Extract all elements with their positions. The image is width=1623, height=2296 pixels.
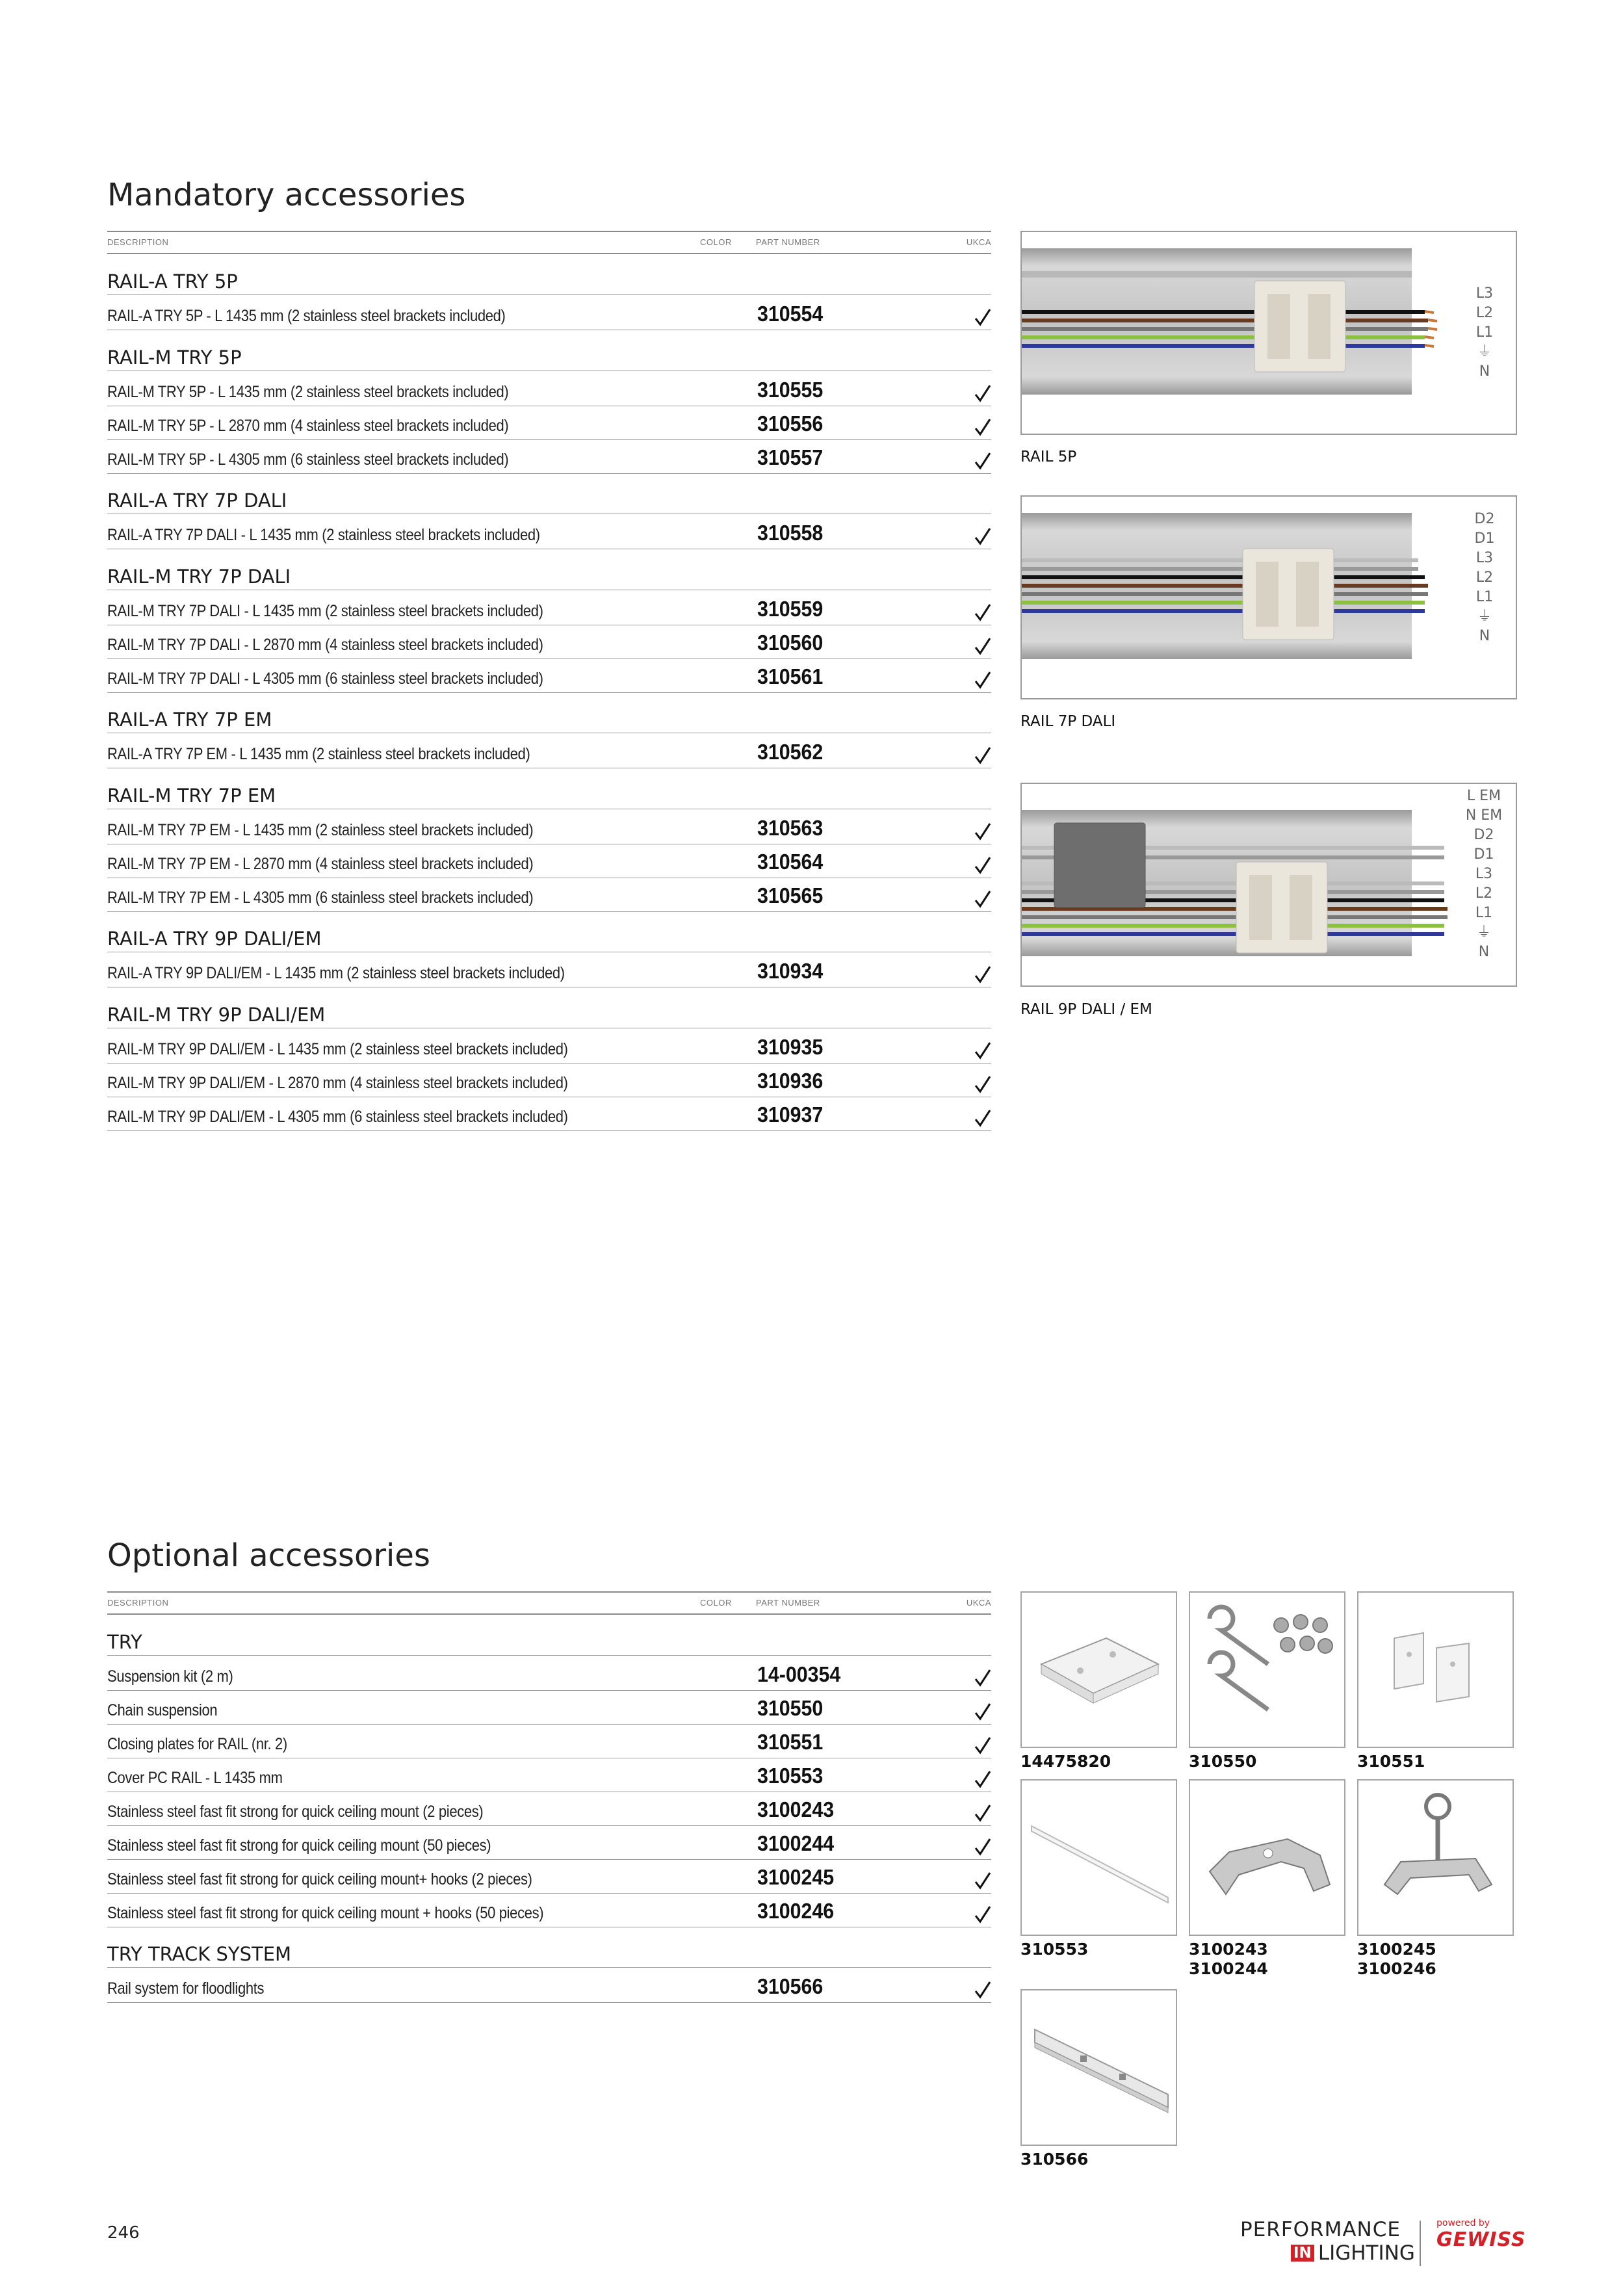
group-heading: RAIL-A TRY 7P DALI <box>107 488 991 514</box>
rail-9p-dali-em-pin-labels: L EM N EM D2 D1 L3 L2 L1 ⏚ N <box>1461 787 1507 962</box>
ukca-check-icon <box>974 965 991 984</box>
table-row <box>107 1029 991 1063</box>
table-row <box>107 1859 991 1894</box>
row-description: RAIL-M TRY 7P EM - L 1435 mm (2 stainless steel brackets included) <box>107 821 534 839</box>
ukca-check-icon <box>974 746 991 765</box>
closing-plates-image <box>1357 1591 1514 1748</box>
footer-divider <box>1420 2221 1421 2266</box>
ukca-check-icon <box>974 1736 991 1755</box>
table-row <box>107 296 991 330</box>
thumb-label: 310553 <box>1020 1940 1089 1959</box>
ukca-check-icon <box>974 1905 991 1924</box>
row-part-number: 3100245 <box>757 1865 835 1889</box>
rail-7p-dali-diagram <box>1022 497 1516 698</box>
table-row <box>107 1758 991 1792</box>
ukca-check-icon <box>974 1769 991 1789</box>
table-row <box>107 625 991 659</box>
row-part-number: 310564 <box>757 850 824 874</box>
earth-icon: ⏚ <box>1477 608 1492 625</box>
rail-5p-figure <box>1020 231 1517 435</box>
ukca-check-icon <box>974 451 991 471</box>
rail-7p-dali-caption: RAIL 7P DALI <box>1020 713 1116 730</box>
table-row <box>107 372 991 406</box>
ukca-check-icon <box>974 1075 991 1094</box>
ukca-check-icon <box>974 1837 991 1857</box>
group-heading: RAIL-A TRY 9P DALI/EM <box>107 926 991 952</box>
row-description: Closing plates for RAIL (nr. 2) <box>107 1735 287 1753</box>
row-description: RAIL-A TRY 9P DALI/EM - L 1435 mm (2 stainless steel brackets included) <box>107 964 565 982</box>
fast-fit-image <box>1189 1779 1345 1936</box>
row-description: RAIL-M TRY 7P DALI - L 4305 mm (6 stainless steel brackets included) <box>107 670 543 688</box>
row-description: RAIL-M TRY 7P DALI - L 2870 mm (4 stainless steel brackets included) <box>107 636 543 654</box>
row-description: RAIL-M TRY 7P DALI - L 1435 mm (2 stainless steel brackets included) <box>107 602 543 620</box>
ukca-check-icon <box>974 1980 991 2000</box>
thumb-label: 3100243 3100244 <box>1189 1940 1268 1978</box>
ukca-check-icon <box>974 1108 991 1128</box>
rail-7p-dali-pin-labels: D2 D1 L3 L2 L1 ⏚ N <box>1465 510 1504 646</box>
row-description: RAIL-A TRY 7P DALI - L 1435 mm (2 stainless steel brackets included) <box>107 526 540 544</box>
row-part-number: 310935 <box>757 1035 824 1059</box>
rail-9p-dali-em-caption: RAIL 9P DALI / EM <box>1020 1001 1152 1018</box>
group-heading: RAIL-A TRY 7P EM <box>107 707 991 733</box>
row-part-number: 310553 <box>757 1764 824 1788</box>
header-description: DESCRIPTION <box>107 237 169 247</box>
row-description: RAIL-A TRY 5P - L 1435 mm (2 stainless steel brackets included) <box>107 307 506 325</box>
row-description: RAIL-M TRY 5P - L 4305 mm (6 stainless steel brackets included) <box>107 450 509 469</box>
row-description: Suspension kit (2 m) <box>107 1667 233 1686</box>
thumb-label: 310551 <box>1357 1752 1425 1771</box>
group-heading: RAIL-A TRY 5P <box>107 268 991 295</box>
group-heading: RAIL-M TRY 7P EM <box>107 783 991 809</box>
table-row <box>107 734 991 768</box>
table-row <box>107 515 991 549</box>
row-part-number: 310563 <box>757 816 824 840</box>
row-description: RAIL-M TRY 5P - L 2870 mm (4 stainless steel brackets included) <box>107 417 509 435</box>
table-row <box>107 1724 991 1758</box>
header-part-number: PART NUMBER <box>756 237 820 247</box>
header-ukca: UKCA <box>966 237 991 247</box>
row-description: RAIL-M TRY 7P EM - L 2870 mm (4 stainless steel brackets included) <box>107 855 534 873</box>
group-heading: RAIL-M TRY 7P DALI <box>107 564 991 590</box>
thumb-label: 310566 <box>1020 2150 1089 2169</box>
mandatory-table-header <box>107 231 991 254</box>
row-part-number: 310559 <box>757 597 824 621</box>
hooks-nuts-image <box>1189 1591 1345 1748</box>
row-description: RAIL-M TRY 7P EM - L 4305 mm (6 stainless steel brackets included) <box>107 889 534 907</box>
row-description: RAIL-M TRY 5P - L 1435 mm (2 stainless steel brackets included) <box>107 383 509 401</box>
row-part-number: 310554 <box>757 302 824 326</box>
earth-icon: ⏚ <box>1476 924 1491 941</box>
ukca-check-icon <box>974 1668 991 1688</box>
ukca-check-icon <box>974 1702 991 1721</box>
row-description: Cover PC RAIL - L 1435 mm <box>107 1769 283 1787</box>
table-row <box>107 1792 991 1826</box>
row-part-number: 310565 <box>757 883 824 907</box>
table-row <box>107 406 991 440</box>
row-description: RAIL-M TRY 9P DALI/EM - L 1435 mm (2 stainless steel brackets included) <box>107 1040 568 1058</box>
group-heading: RAIL-M TRY 5P <box>107 345 991 371</box>
header-description: DESCRIPTION <box>107 1598 169 1608</box>
table-row <box>107 1063 991 1097</box>
fast-fit-hook-image <box>1357 1779 1514 1936</box>
header-ukca: UKCA <box>966 1598 991 1608</box>
thumb-label: 14475820 <box>1020 1752 1111 1771</box>
row-description: Stainless steel fast fit strong for quick ceiling mount (50 pieces) <box>107 1836 491 1855</box>
thumb-label: 3100245 3100246 <box>1357 1940 1436 1978</box>
table-row <box>107 1690 991 1725</box>
row-part-number: 14-00354 <box>757 1662 841 1686</box>
table-row <box>107 659 991 693</box>
row-part-number: 310555 <box>757 378 824 402</box>
ukca-check-icon <box>974 1803 991 1823</box>
ukca-check-icon <box>974 1871 991 1890</box>
header-color: COLOR <box>700 1598 732 1608</box>
cover-rail-image <box>1020 1779 1177 1936</box>
row-description: RAIL-M TRY 9P DALI/EM - L 4305 mm (6 stainless steel brackets included) <box>107 1108 568 1126</box>
row-description: Rail system for floodlights <box>107 1979 265 1998</box>
ukca-check-icon <box>974 889 991 909</box>
row-description: RAIL-M TRY 9P DALI/EM - L 2870 mm (4 stainless steel brackets included) <box>107 1074 568 1092</box>
row-description: Chain suspension <box>107 1701 218 1719</box>
rail-9p-dali-em-diagram <box>1022 784 1516 985</box>
performance-in-lighting-logo: PERFORMANCE IN LIGHTING <box>1240 2218 1415 2265</box>
row-part-number: 3100243 <box>757 1797 835 1821</box>
row-part-number: 310561 <box>757 664 824 688</box>
rail-7p-dali-figure <box>1020 495 1517 699</box>
optional-title: Optional accessories <box>107 1537 430 1574</box>
row-description: Stainless steel fast fit strong for quick ceiling mount (2 pieces) <box>107 1803 484 1821</box>
row-part-number: 310551 <box>757 1730 824 1754</box>
table-row <box>107 1825 991 1860</box>
ukca-check-icon <box>974 307 991 327</box>
row-part-number: 310937 <box>757 1102 824 1127</box>
bracket-image <box>1020 1591 1177 1748</box>
track-system-image <box>1020 1989 1177 2146</box>
row-part-number: 3100246 <box>757 1899 835 1923</box>
ukca-check-icon <box>974 417 991 437</box>
rail-5p-caption: RAIL 5P <box>1020 449 1077 465</box>
row-description: Stainless steel fast fit strong for quick ceiling mount+ hooks (2 pieces) <box>107 1870 532 1888</box>
table-row <box>107 953 991 987</box>
earth-icon: ⏚ <box>1477 344 1492 360</box>
rail-5p-pin-labels: L3 L2 L1 ⏚ N <box>1465 284 1504 382</box>
ukca-check-icon <box>974 1041 991 1060</box>
table-row <box>107 1968 991 2003</box>
table-row <box>107 810 991 844</box>
gewiss-logo: powered by GEWISS <box>1436 2218 1526 2251</box>
row-description: Stainless steel fast fit strong for quick ceiling mount + hooks (50 pieces) <box>107 1904 544 1922</box>
ukca-check-icon <box>974 855 991 875</box>
ukca-check-icon <box>974 527 991 546</box>
ukca-check-icon <box>974 822 991 841</box>
table-row <box>107 1893 991 1927</box>
ukca-check-icon <box>974 384 991 403</box>
table-row <box>107 1656 991 1691</box>
row-part-number: 310557 <box>757 445 824 469</box>
ukca-check-icon <box>974 603 991 622</box>
row-part-number: 310560 <box>757 631 824 655</box>
mandatory-title: Mandatory accessories <box>107 177 466 213</box>
page-number: 246 <box>107 2223 140 2243</box>
row-part-number: 310562 <box>757 740 824 764</box>
row-description: RAIL-A TRY 7P EM - L 1435 mm (2 stainless steel brackets included) <box>107 745 530 763</box>
header-color: COLOR <box>700 237 732 247</box>
row-part-number: 310556 <box>757 411 824 436</box>
group-heading: RAIL-M TRY 9P DALI/EM <box>107 1002 991 1028</box>
table-row <box>107 591 991 625</box>
row-part-number: 310550 <box>757 1696 824 1720</box>
rail-5p-diagram <box>1022 232 1516 434</box>
table-row <box>107 439 991 474</box>
row-part-number: 310558 <box>757 521 824 545</box>
rail-9p-dali-em-figure <box>1020 783 1517 987</box>
table-row <box>107 878 991 912</box>
table-row <box>107 1097 991 1131</box>
ukca-check-icon <box>974 670 991 690</box>
ukca-check-icon <box>974 636 991 656</box>
row-part-number: 3100244 <box>757 1831 835 1855</box>
group-heading: TRY TRACK SYSTEM <box>107 1941 991 1968</box>
row-part-number: 310936 <box>757 1069 824 1093</box>
optional-table-header <box>107 1591 991 1615</box>
thumb-label: 310550 <box>1189 1752 1257 1771</box>
row-part-number: 310566 <box>757 1974 824 1998</box>
row-part-number: 310934 <box>757 959 824 983</box>
table-row <box>107 844 991 878</box>
group-heading: TRY <box>107 1629 991 1656</box>
header-part-number: PART NUMBER <box>756 1598 820 1608</box>
